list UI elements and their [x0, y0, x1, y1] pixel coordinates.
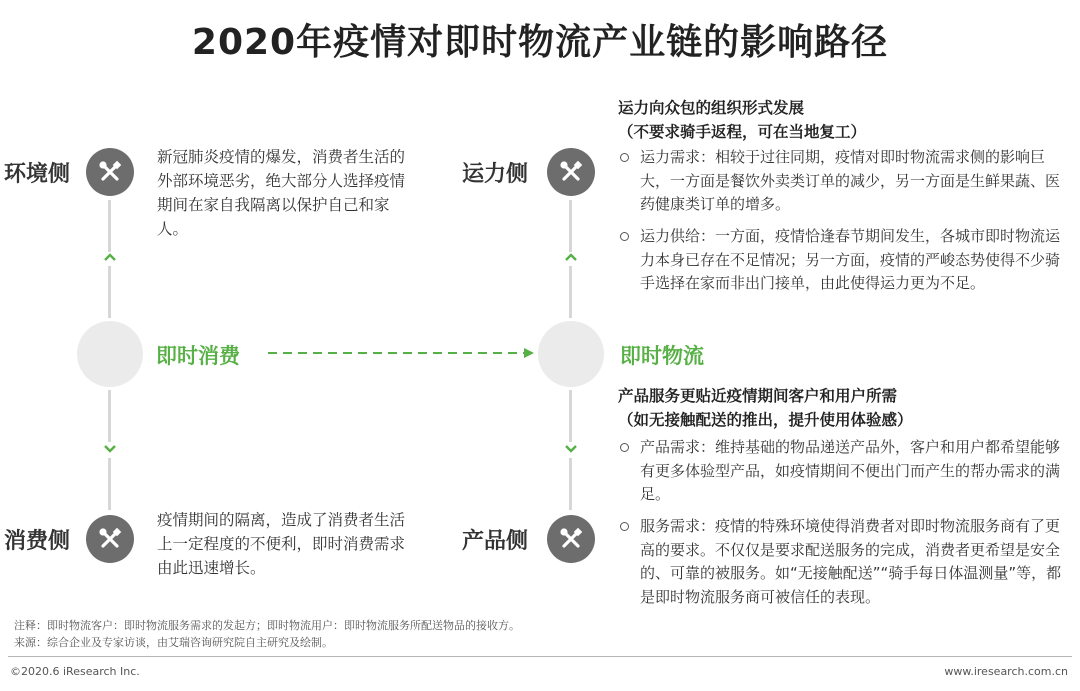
- bullet-dot-icon: [620, 153, 629, 162]
- env-side-label: 环境侧: [4, 162, 71, 187]
- chevron-up-icon: [103, 252, 117, 262]
- website-link[interactable]: www.iresearch.com.cn: [944, 665, 1068, 678]
- consumer-description: 疫情期间的隔离，造成了消费者生活上一定程度的不便利，即时消费需求由此迅速增长。: [157, 511, 406, 577]
- connector-line: [569, 200, 572, 252]
- chevron-up-icon: [564, 252, 578, 262]
- chevron-down-icon: [103, 444, 117, 454]
- tools-icon: [547, 148, 595, 196]
- bullet-dot-icon: [620, 522, 629, 531]
- instant-consumption-label: 即时消费: [156, 344, 240, 368]
- tools-icon: [86, 148, 134, 196]
- capacity-heading: 运力向众包的组织形式发展: [618, 99, 805, 117]
- connector-line: [569, 458, 572, 510]
- source-text: 来源：综合企业及专家访谈，由艾瑞咨询研究院自主研究及绘制。: [14, 636, 333, 649]
- connector-line: [569, 266, 572, 318]
- tools-icon: [86, 515, 134, 563]
- node-circle: [538, 321, 604, 387]
- product-heading: 产品服务更贴近疫情期间客户和用户所需: [618, 387, 898, 405]
- connector-line: [569, 390, 572, 442]
- product-bullet: 服务需求：疫情的特殊环境使得消费者对即时物流服务商有了更高的要求。不仅仅是要求配送服务的完成，消费者更希望是安全的、可靠的被服务。如“无接触配送”“骑手每日体温测量”等，都是即时物流服务商可被信任的表现。: [618, 515, 1070, 609]
- bullet-dot-icon: [620, 443, 629, 452]
- env-description: 新冠肺炎疫情的爆发，消费者生活的外部环境恶劣，绝大部分人选择疫情期间在家自我隔离以保护自己和家人。: [157, 148, 406, 238]
- node-circle: [77, 321, 143, 387]
- connector-line: [108, 458, 111, 510]
- capacity-subheading: （不要求骑手返程，可在当地复工）: [618, 123, 867, 141]
- tools-icon: [547, 515, 595, 563]
- consumer-side-label: 消费侧: [4, 529, 71, 554]
- bullet-dot-icon: [620, 232, 629, 241]
- product-side-label: 产品侧: [462, 529, 529, 554]
- copyright: ©2020.6 iResearch Inc.: [10, 665, 140, 678]
- capacity-bullet: 运力供给：一方面，疫情恰逢春节期间发生，各城市即时物流运力本身已存在不足情况；另一方面，疫情的严峻态势使得不少骑手选择在家而非出门接单，由此使得运力更为不足。: [618, 225, 1070, 296]
- product-bullet: 产品需求：维持基础的物品递送产品外，客户和用户都希望能够有更多体验型产品，如疫情期间不便出门而产生的帮办需求的满足。: [618, 436, 1070, 507]
- connector-line: [108, 390, 111, 442]
- footer-divider: [8, 656, 1072, 657]
- chevron-down-icon: [564, 444, 578, 454]
- capacity-side-label: 运力侧: [462, 162, 529, 187]
- capacity-bullet: 运力需求：相较于过往同期，疫情对即时物流需求侧的影响巨大，一方面是餐饮外卖类订单的减少，另一方面是生鲜果蔬、医药健康类订单的增多。: [618, 146, 1070, 217]
- note-text: 注释：即时物流客户：即时物流服务需求的发起方；即时物流用户：即时物流服务所配送物品的接收方。: [14, 619, 520, 632]
- product-subheading: （如无接触配送的推出，提升使用体验感）: [618, 411, 913, 429]
- flow-arrow: [268, 346, 538, 360]
- connector-line: [108, 266, 111, 318]
- instant-logistics-label: 即时物流: [620, 344, 704, 368]
- page-title: 2020年疫情对即时物流产业链的影响路径: [191, 22, 889, 63]
- connector-line: [108, 200, 111, 252]
